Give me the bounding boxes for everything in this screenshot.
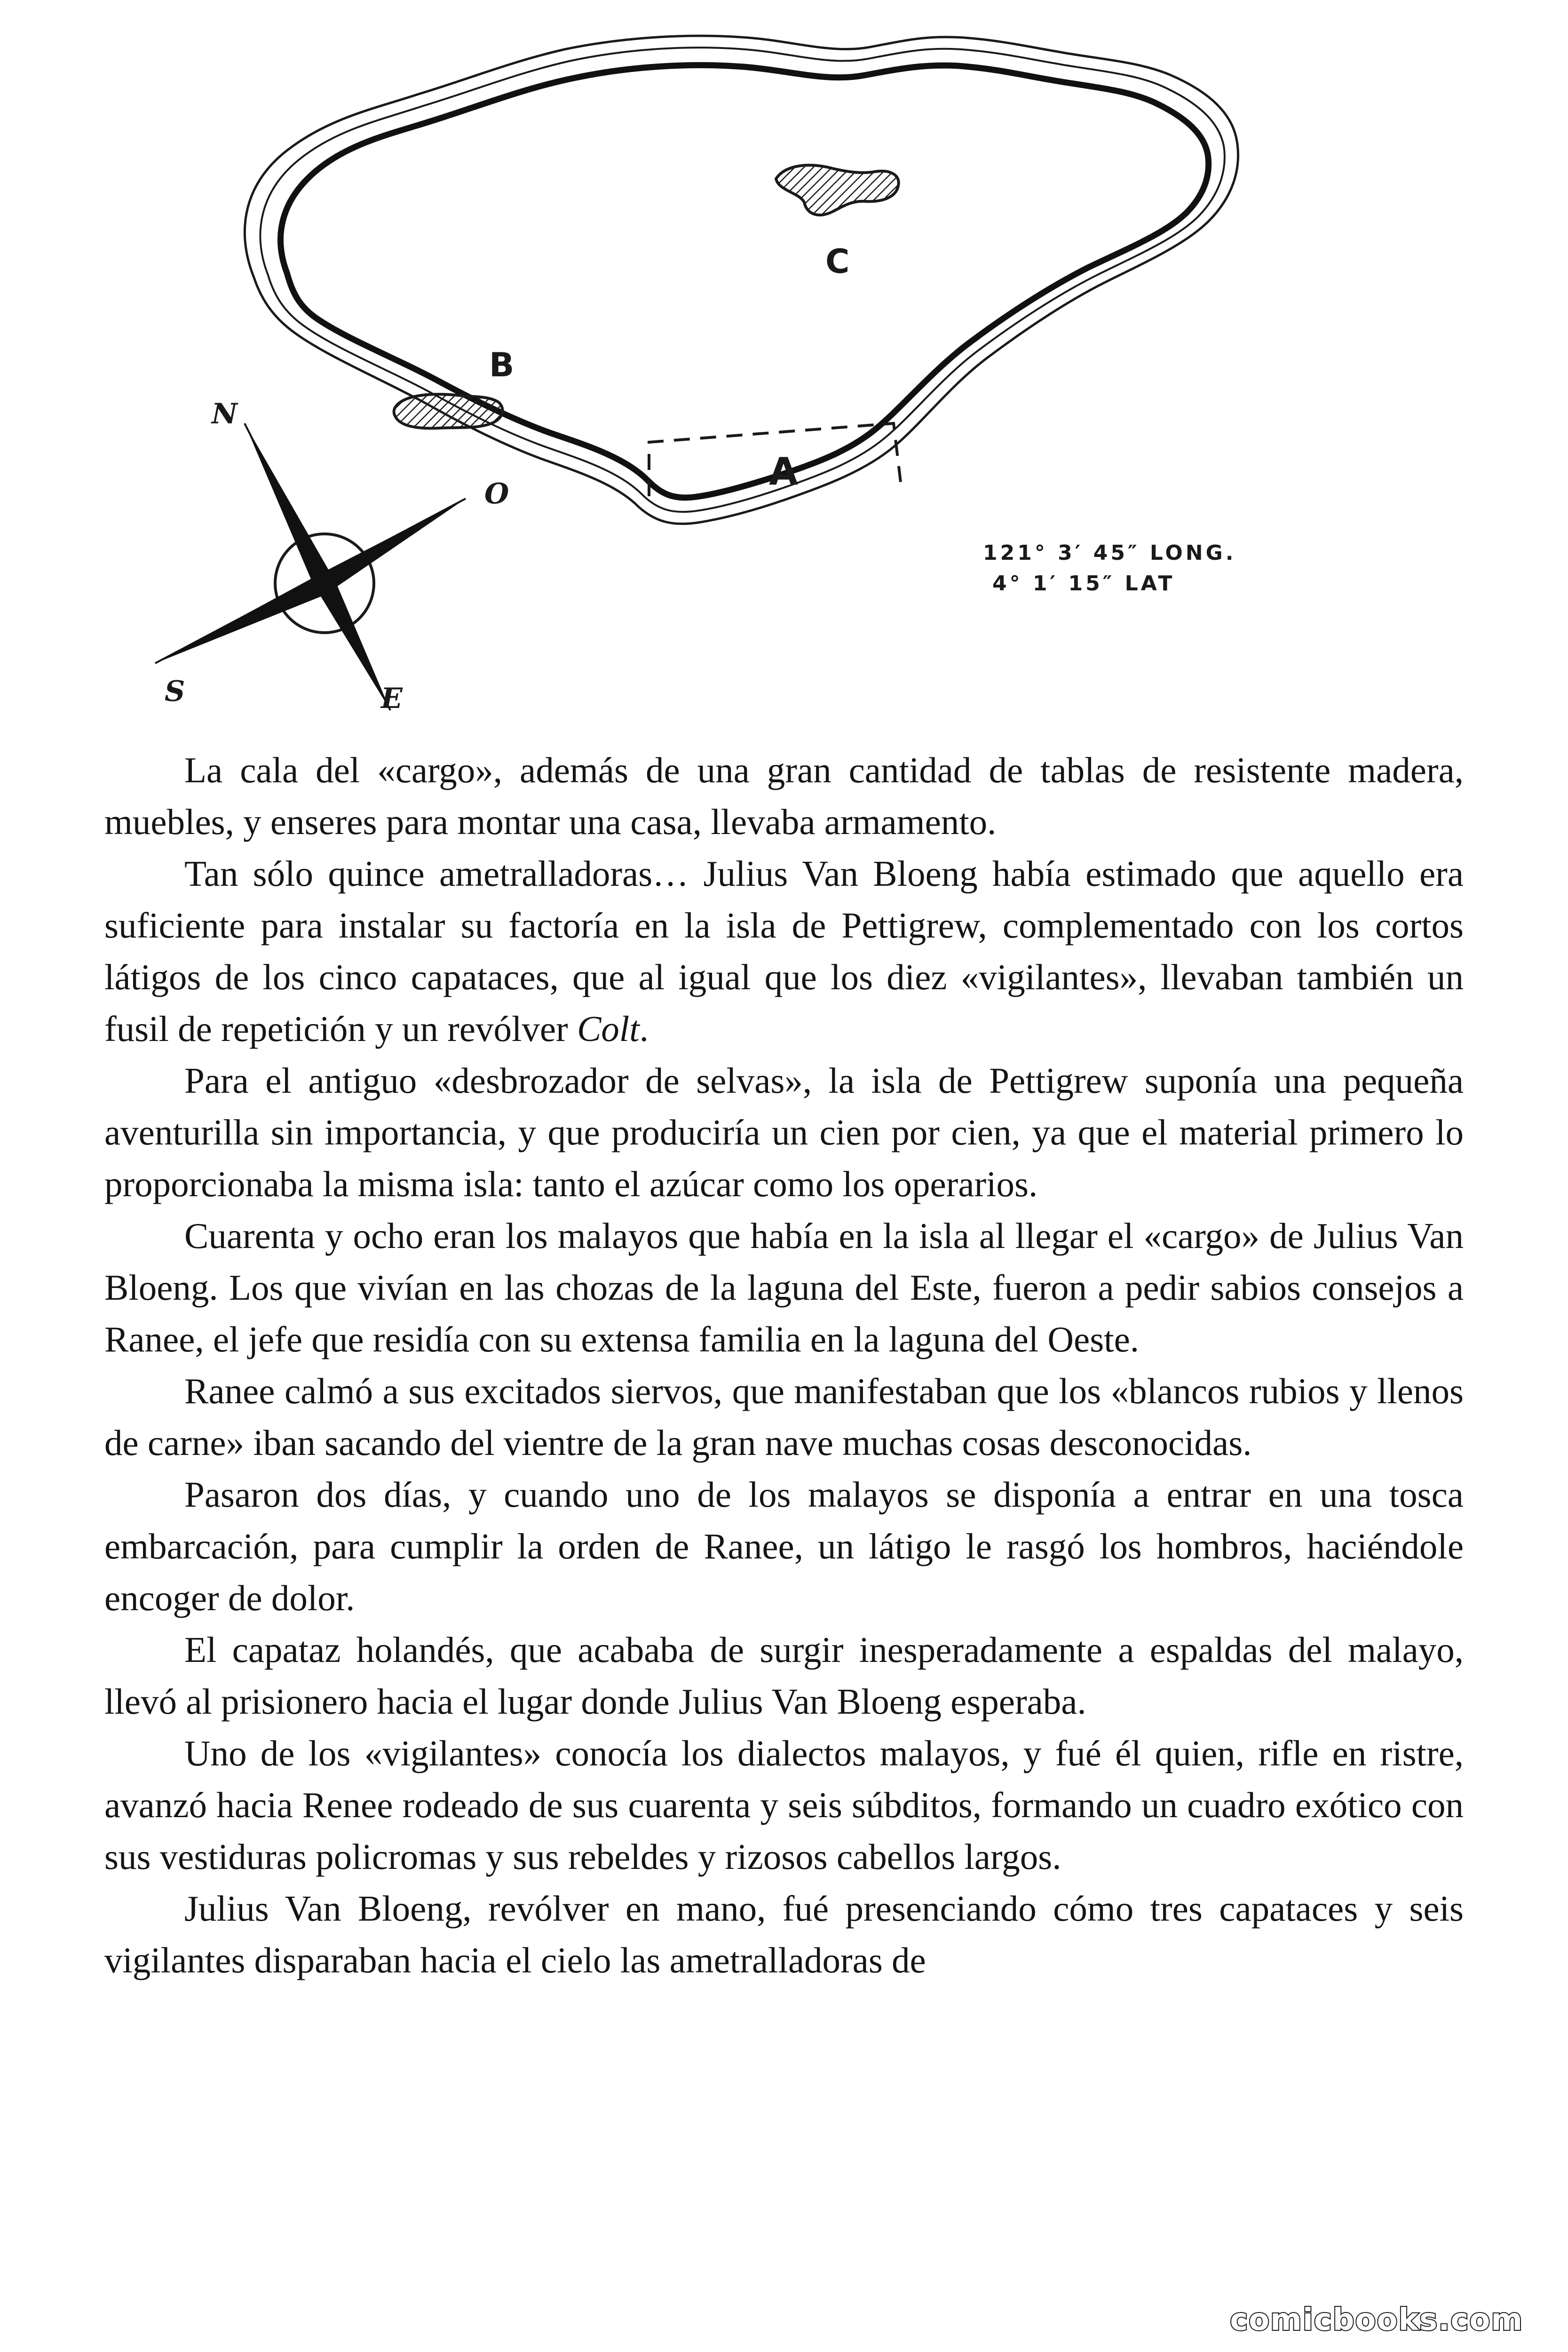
watermark: comicbooks.com [1230,2303,1523,2337]
latitude-text: 4° 1′ 15″ LAT [992,572,1175,596]
island-map-figure [165,33,1378,715]
paragraph-5: Ranee calmó a sus excitados siervos, que manifestaban que los «blancos rubios y llenos de carne» iban sacando del vientre de la gran nave muchas cosas desconocidas. [104,1371,1464,1463]
paragraph-2-text: Tan sólo quince ametralladoras… Julius Van Bloeng había estimado que aquello era suficiente para instalar su factoría en la isla de Pettigrew, complementado con los cortos látigos de los cinco capataces, que al igual que los diez «vigilantes», llevaban también un fusil de repetición y un revólver [104,853,1464,1049]
compass-north-label: N [212,397,238,430]
paragraph-9: Julius Van Bloeng, revólver en mano, fué presenciando cómo tres capataces y seis vigilantes disparaban hacia el cielo las ametralladoras de [104,1888,1464,1980]
compass-west-label: O [484,477,509,510]
compass-rose [155,397,509,715]
zone-c-area [776,165,899,215]
island-main-coastline [281,65,1209,498]
paragraph-2-end: . [639,1009,649,1049]
island-map-svg [165,33,1378,715]
zone-c-label: C [825,242,850,281]
zone-a-label: A [769,450,798,493]
paragraph-6: Pasaron dos días, y cuando uno de los malayos se disponía a entrar en una tosca embarcación, para cumplir la orden de Ranee, un látigo le rasgó los hombros, haciéndole encoger de dolor. [104,1474,1464,1618]
paragraph-1: La cala del «cargo», además de una gran cantidad de tablas de resistente madera, muebles, y enseres para montar una casa, llevaba armamento. [104,750,1464,842]
island-middle-coastline [260,48,1224,512]
paragraph-3: Para el antiguo «desbrozador de selvas», la isla de Pettigrew suponía una pequeña aventurilla sin importancia, y que produciría un cien por cien, ya que el material primero lo proporcionaba la misma isla: tanto el azúcar como los operarios. [104,1060,1464,1204]
colt-word: Colt [577,1009,640,1049]
compass-south-label: S [165,675,185,708]
longitude-text: 121° 3′ 45″ LONG. [983,541,1236,565]
paragraph-2 [104,848,1464,1055]
paragraph-8: Uno de los «vigilantes» conocía los dialectos malayos, y fué él quien, rifle en ristre, avanzó hacia Renee rodeado de sus cuarenta y seis súbditos, formando un cuadro exótico con sus vestiduras policromas y sus rebeldes y rizosos cabellos largos. [104,1733,1464,1877]
paragraph-7: El capataz holandés, que acababa de surgir inesperadamente a espaldas del malayo, llevó al prisionero hacia el lugar donde Julius Van Bloeng esperaba. [104,1629,1464,1722]
zone-b-label: B [489,346,515,384]
zone-b-area [394,394,503,428]
compass-east-label: E [381,682,403,715]
body-text [104,744,1464,1986]
paragraph-4: Cuarenta y ocho eran los malayos que había en la isla al llegar el «cargo» de Julius Van Bloeng. Los que vivían en las chozas de la laguna del Este, fueron a pedir sabios consejos a Ranee, el jefe que residía con su extensa familia en la laguna del Oeste. [104,1216,1464,1359]
